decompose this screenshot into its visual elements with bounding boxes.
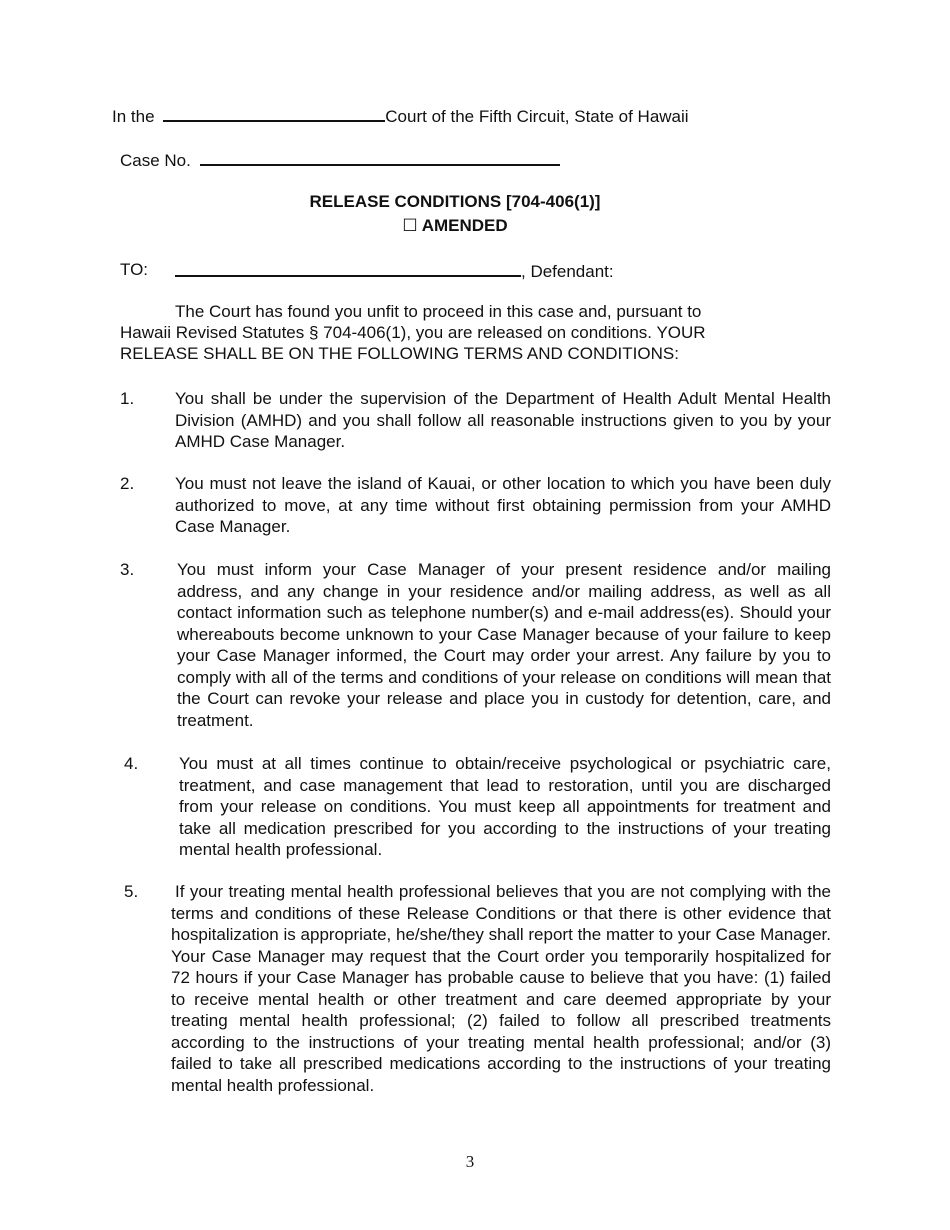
condition-1-number: 1. [120, 389, 135, 408]
case-number-blank-field[interactable] [200, 148, 560, 166]
amended-checkbox[interactable]: ☐ [402, 216, 418, 235]
condition-1-text: You shall be under the supervision of the Department of Health Adult Mental Health Division (AMHD) and you shall follow all reasonable instructions given to you by your AMHD Case Manager. [175, 389, 831, 451]
defendant-blank-field[interactable] [175, 259, 521, 277]
court-blank-field[interactable] [163, 104, 385, 122]
condition-5-number: 5. [124, 882, 139, 901]
condition-2-number: 2. [120, 474, 135, 493]
intro-line-3: RELEASE SHALL BE ON THE FOLLOWING TERMS AND CONDITIONS: [120, 344, 679, 363]
court-name: Court of the Fifth Circuit, State of Hawaii [385, 107, 689, 126]
condition-3-number: 3. [120, 560, 135, 579]
page-number: 3 [465, 1152, 475, 1171]
amended-label: AMENDED [421, 216, 508, 235]
condition-3-text: You must inform your Case Manager of your present residence and/or mailing address, and any change in your residence and/or mailing address, as well as all contact information such as telephone number(s) and e-mail address(es). Should your whereabouts become unknown to your Case Manager because of your failure to keep your Case Manager informed, the Court may order your arrest. Any failure by you to comply with all of the terms and conditions of your release on conditions will mean that the Court can revoke your release and place you in custody for detention, care, and treatment. [177, 560, 831, 730]
intro-paragraph [120, 301, 800, 364]
condition-4-number: 4. [124, 754, 139, 773]
defendant-line [175, 259, 614, 283]
condition-5-text: If your treating mental health professional believes that you are not complying with the terms and conditions of these Release Conditions or that there is other evidence that hospitalization is appropriate, he/she/they shall report the matter to your Case Manager. Your Case Manager may request that the Court order you temporarily hospitalized for 72 hours if your Case Manager has probable cause to believe that you have: (1) failed to receive mental health or other treatment and care deemed appropriate by your treating mental health professional; (2) failed to follow all prescribed treatments according to the instructions of your treating mental health professional; and/or (3) failed to take all prescribed medications according to the instructions of your treating mental health professional. [171, 882, 831, 1095]
case-no-label: Case No. [120, 151, 191, 170]
document-title: RELEASE CONDITIONS [704-406(1)] [309, 192, 601, 211]
condition-2-text: You must not leave the island of Kauai, or other location to which you have been duly authorized to move, at any time without first obtaining permission from your AMHD Case Manager. [175, 474, 831, 536]
case-number-line [120, 148, 560, 172]
intro-line-1: The Court has found you unfit to proceed in this case and, pursuant to [175, 302, 702, 321]
to-line [120, 259, 148, 281]
court-line [112, 104, 689, 128]
condition-4-text: You must at all times continue to obtain/receive psychological or psychiatric care, treatment, and case management that lead to restoration, until you are discharged from your release on conditions. You must keep all appointments for treatment and take all medication prescribed for you according to the instructions of your treating mental health professional. [179, 754, 831, 859]
amended-line [0, 214, 910, 238]
to-label: TO: [120, 260, 149, 279]
defendant-label: , Defendant: [521, 262, 614, 281]
in-the-label: In the [112, 107, 155, 126]
intro-line-2: Hawaii Revised Statutes § 704-406(1), you are released on conditions. YOUR [120, 323, 706, 342]
